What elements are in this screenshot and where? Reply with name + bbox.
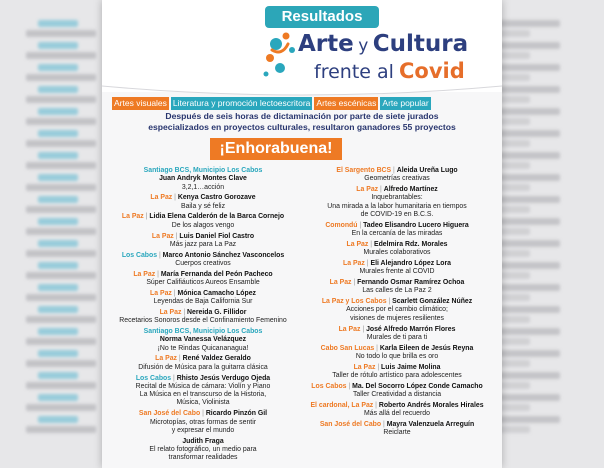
winner-entry: [302, 167, 492, 184]
intro-line-1: Después de seis horas de dictaminación por parte de siete jurados: [165, 111, 439, 121]
winner-heading: [108, 167, 298, 184]
winner-name: Alfredo Martínez: [383, 186, 438, 194]
winner-entry: [108, 328, 298, 353]
winner-name: Kenya Castro Gorozave: [177, 194, 256, 202]
winner-heading: [108, 410, 298, 418]
winner-entry: [108, 309, 298, 326]
winner-location: Los Cabos: [311, 382, 347, 390]
separator: |: [391, 167, 397, 174]
project-title: Acciones por el cambio climático; visiones de mujeres resilientes: [346, 306, 448, 322]
winner-heading: [302, 241, 492, 249]
separator: |: [364, 259, 371, 267]
winner-name: Lidia Elena Calderón de la Barca Cornejo: [149, 213, 285, 221]
project-title: De los alagos vengo: [171, 221, 235, 229]
winner-name: Scarlett González Núñez: [392, 298, 473, 306]
winner-location: Comondú: [325, 221, 358, 229]
congrats-banner: ¡Enhorabuena!: [210, 138, 342, 160]
separator: |: [375, 363, 382, 371]
separator: |: [378, 186, 384, 194]
winner-entry: [108, 375, 298, 408]
winner-name: José Alfredo Marrón Flores: [366, 325, 456, 333]
separator: |: [172, 194, 178, 202]
winner-entry: [302, 241, 492, 258]
separator: |: [155, 270, 161, 278]
project-title: Inquebrantables: Una mirada a la labor humanitaria en tiempos de COVID-19 en B.C.S.: [327, 194, 467, 218]
winner-entry: [302, 402, 492, 419]
winner-entry: [302, 421, 492, 438]
winner-location: La Paz: [346, 240, 369, 248]
winner-heading: [302, 383, 492, 391]
separator: |: [200, 410, 206, 418]
winner-entry: [302, 186, 492, 219]
winner-location: El cardonal, La Paz: [310, 401, 374, 409]
winner-entry: [108, 233, 298, 250]
separator: |: [171, 374, 177, 382]
winner-heading: [108, 328, 298, 345]
winner-location: La Paz: [343, 259, 365, 267]
winner-name: Judith Fraga: [182, 437, 224, 445]
winner-location: San José del Cabo: [319, 421, 382, 429]
winner-heading: [302, 326, 492, 334]
winner-name: Edelmira Rdz. Morales: [373, 240, 448, 248]
title-cultura: Cultura: [372, 31, 469, 57]
winner-location: San José del Cabo: [138, 410, 201, 418]
category-tag: Arte popular: [382, 98, 429, 108]
winner-location: La Paz: [133, 270, 156, 278]
project-title: ¡No te Rindas Quicananagua!: [157, 344, 249, 352]
winner-name: Ma. Del Socorro López Conde Camacho: [352, 382, 483, 390]
winners-column-left: [108, 167, 298, 465]
results-poster: [102, 0, 502, 468]
winner-heading: [108, 271, 298, 279]
separator: |: [373, 401, 379, 409]
winner-heading: [108, 309, 298, 317]
project-title: En la cercanía de las miradas: [351, 230, 443, 238]
separator: |: [173, 232, 180, 240]
title-y: y: [358, 36, 369, 56]
winner-heading: [108, 375, 298, 383]
winner-heading: [302, 222, 492, 230]
winner-name: Luis Jaime Molina: [381, 363, 441, 371]
winner-location: La Paz: [121, 213, 144, 221]
separator: |: [157, 251, 163, 259]
winner-entry: [108, 213, 298, 230]
separator: |: [368, 240, 374, 248]
separator: |: [357, 221, 364, 229]
winner-entry: [302, 364, 492, 381]
winners-column-right: [302, 167, 492, 440]
project-title: No todo lo que brilla es oro: [355, 352, 439, 360]
project-title: Geometrías creativas: [364, 175, 430, 183]
project-title: Difusión de Música para la guitarra clásica: [138, 363, 268, 371]
winner-entry: [108, 194, 298, 211]
project-title: Murales frente al COVID: [359, 268, 435, 276]
winner-name: Norma Vanessa Velázquez: [159, 336, 247, 344]
winner-location: El Sargento BCS: [336, 167, 392, 174]
winner-location: La Paz: [338, 325, 361, 333]
winner-name: Nereida G. Fillidor: [187, 308, 247, 316]
winner-heading: [302, 345, 492, 353]
title-arte: Arte: [298, 31, 354, 57]
project-title: Leyendas de Baja California Sur: [153, 298, 253, 306]
winner-heading: [302, 167, 492, 175]
winner-heading: [108, 252, 298, 260]
title-line-1: [298, 31, 468, 57]
winner-heading: [108, 233, 298, 241]
winner-location: Santiago BCS, Municipio Los Cabos: [143, 167, 263, 174]
project-title: Reiclarte: [383, 429, 411, 437]
separator: |: [346, 382, 353, 390]
winner-location: La Paz: [151, 232, 174, 240]
winner-entry: [302, 260, 492, 277]
winner-entry: [302, 222, 492, 239]
winner-name: Juan Andryk Montes Clave: [159, 175, 247, 183]
title-frente: frente al: [314, 61, 394, 83]
winner-name: Luis Daniel Fiol Castro: [179, 232, 255, 240]
winner-entry: [302, 326, 492, 343]
winner-location: La Paz: [353, 363, 376, 371]
winner-location: La Paz: [150, 194, 173, 202]
winner-heading: [302, 298, 492, 306]
winner-entry: [108, 290, 298, 307]
winner-location: La Paz: [150, 289, 172, 297]
title-covid: Covid: [399, 59, 465, 83]
winner-name: Rhisto Jesús Verdugo Ojeda: [176, 374, 271, 382]
winner-entry: [108, 271, 298, 288]
separator: |: [360, 325, 367, 333]
winner-entry: [108, 252, 298, 269]
project-title: Las calles de La Paz 2: [362, 287, 432, 295]
category-tags: [112, 97, 431, 110]
winner-entry: [302, 279, 492, 296]
separator: |: [143, 213, 150, 221]
winner-name: Aleida Ureña Lugo: [396, 167, 458, 174]
category-tag: Literatura y promoción lectoescritora: [172, 98, 311, 108]
winner-name: Mónica Camacho López: [177, 289, 256, 297]
intro-text: [102, 111, 502, 133]
project-title: 3,2,1…acción: [181, 183, 225, 191]
category-tag: Artes escénicas: [316, 98, 377, 108]
project-title: Microtopías, otras formas de sentir y expresar el mundo: [149, 418, 257, 434]
project-title: Murales colaborativos: [363, 249, 431, 257]
separator: |: [374, 344, 380, 352]
winner-heading: [302, 421, 492, 429]
winner-location: La Paz: [356, 186, 379, 194]
winner-heading: [302, 260, 492, 268]
winner-entry: [302, 345, 492, 362]
winner-name: Fernando Osmar Ramírez Ochoa: [357, 279, 465, 287]
category-tag: Artes visuales: [114, 98, 167, 108]
winner-location: Los Cabos: [121, 251, 158, 259]
winner-heading: [302, 402, 492, 410]
project-title: Súper Califiáuticos Aureos Ensamble: [146, 279, 260, 287]
winner-heading: [302, 279, 492, 287]
project-title: El relato fotográfico, un medio para transformar realidades: [149, 445, 257, 462]
separator: |: [181, 308, 188, 316]
project-title: Cuerpos creativos: [175, 259, 231, 267]
winner-heading: [108, 213, 298, 221]
project-title: Más allá del recuerdo: [364, 410, 430, 418]
winner-location: Los Cabos: [135, 374, 172, 382]
winner-name: Eli Alejandro López Lora: [370, 259, 451, 267]
project-title: Recetarios Sonoros desde el Confinamiento Femenino: [119, 317, 287, 325]
winner-entry: [108, 438, 298, 463]
winner-entry: [108, 167, 298, 192]
winner-heading: [302, 364, 492, 372]
separator: |: [177, 355, 183, 363]
winner-heading: [108, 438, 298, 446]
separator: |: [381, 421, 387, 429]
winner-heading: [108, 194, 298, 202]
winner-location: Santiago BCS, Municipio Los Cabos: [143, 328, 263, 336]
winner-name: María Fernanda del Peón Pacheco: [160, 270, 273, 278]
project-title: Taller de rótulo artístico para adolescentes: [332, 372, 462, 380]
winner-name: Mayra Valenzuela Arreguín: [386, 421, 475, 429]
winner-name: Ricardo Pinzón Gil: [205, 410, 268, 418]
winner-location: La Paz y Los Cabos: [321, 298, 387, 306]
winner-location: La Paz: [155, 355, 178, 363]
project-title: Taller Creatividad a distancia: [352, 391, 442, 399]
separator: |: [386, 298, 393, 306]
project-title: Recital de Música de cámara: Violín y Piano La Música en el transcurso de la Historia, Música, Violinista: [135, 382, 271, 407]
project-title: Más jazz para La Paz: [169, 240, 237, 248]
winner-name: Roberto Andrés Morales Hirales: [378, 401, 484, 409]
winner-entry: [108, 355, 298, 372]
intro-line-2: especializados en proyectos culturales, resultaron ganadores 55 proyectos: [148, 122, 456, 132]
winner-name: Tadeo Elisandro Lucero Higuera: [363, 221, 469, 229]
winner-heading: [302, 186, 492, 194]
project-title: Baila y sé feliz: [180, 202, 226, 210]
winner-name: René Valdez Geraldo: [182, 355, 251, 363]
winner-heading: [108, 355, 298, 363]
title-line-2: [314, 59, 465, 83]
winner-name: Marco Antonio Sánchez Vasconcelos: [162, 251, 285, 259]
winner-entry: [302, 383, 492, 400]
winner-heading: [108, 290, 298, 298]
separator: |: [351, 279, 358, 287]
winner-location: La Paz: [159, 308, 182, 316]
winner-name: Karla Eileen de Jesús Reyna: [379, 344, 474, 352]
project-title: Murales de ti para ti: [366, 333, 428, 341]
winner-location: La Paz: [329, 279, 352, 287]
winner-location: Cabo San Lucas: [320, 344, 375, 352]
separator: |: [171, 289, 178, 297]
results-badge: Resultados: [265, 6, 379, 28]
winner-entry: [108, 410, 298, 435]
winner-entry: [302, 298, 492, 323]
